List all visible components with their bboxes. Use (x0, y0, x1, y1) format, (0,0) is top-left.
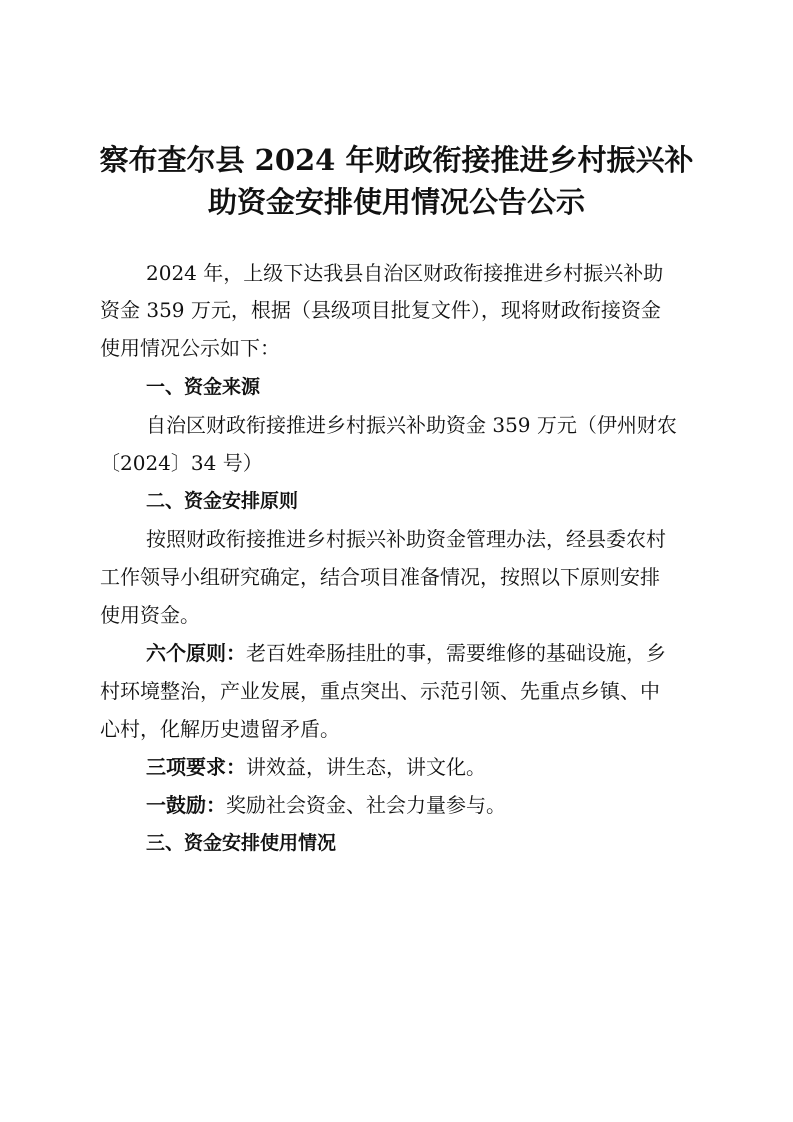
intro-line-1: 2024 年，上级下达我县自治区财政衔接推进乡村振兴补助 (146, 261, 664, 285)
section-2-para-line-3: 使用资金。 (100, 603, 200, 627)
section-2-heading: 二、资金安排原则 (146, 490, 299, 512)
one-encouragement-line (146, 790, 700, 820)
three-requirements-line (146, 752, 700, 782)
six-principles-line-2: 村环境整治，产业发展，重点突出、示范引领、先重点乡镇、中 (100, 679, 660, 703)
six-principles-line-3: 心村，化解历史遗留矛盾。 (100, 717, 340, 741)
document-title-line-1: 察布查尔县 2024 年财政衔接推进乡村振兴补 (99, 143, 694, 177)
section-1-line-1: 自治区财政衔接推进乡村振兴补助资金 359 万元（伊州财农 (146, 413, 677, 437)
section-1-line-2: 〔2024〕34 号） (100, 451, 263, 475)
three-requirements-text: 讲效益，讲生态，讲文化。 (246, 755, 486, 779)
six-principles-text: 老百姓牵肠挂肚的事，需要维修的基础设施，乡 (246, 641, 666, 665)
section-1-heading: 一、资金来源 (146, 376, 261, 398)
intro-line-3: 使用情况公示如下： (100, 336, 280, 360)
one-encouragement-text: 奖励社会资金、社会力量参与。 (226, 793, 506, 817)
three-requirements-label: 三项要求： (146, 755, 246, 779)
section-2-para-line-1: 按照财政衔接推进乡村振兴补助资金管理办法，经县委农村 (146, 527, 666, 551)
six-principles-line-1 (146, 638, 700, 668)
intro-line-2: 资金 359 万元，根据（县级项目批复文件），现将财政衔接资金 (100, 298, 661, 322)
one-encouragement-label: 一鼓励： (146, 793, 226, 817)
document-title-line-2: 助资金安排使用情况公告公示 (207, 185, 585, 219)
section-2-para-line-2: 工作领导小组研究确定，结合项目准备情况，按照以下原则安排 (100, 565, 660, 589)
six-principles-label: 六个原则： (146, 641, 246, 665)
section-3-heading: 三、资金安排使用情况 (146, 832, 337, 854)
